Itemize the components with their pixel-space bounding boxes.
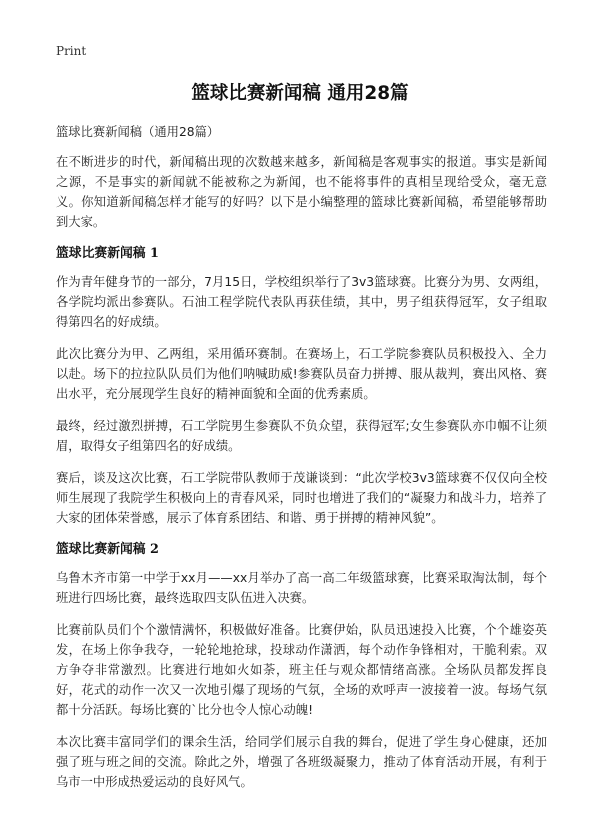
section-paragraph: 比赛前队员们个个激情满怀，积极做好准备。比赛伊始，队员迅速投入比赛，个个雄姿英发，在场上你争我夺，一轮轮地抢球，投球动作潇洒，每个动作争锋相对，干脆利索。双方争夺非常激烈。比赛进行地如火如荼，班主任与观众都情绪高涨。全场队员都发挥良好，花式的动作一次又一次地引爆了现场的气氛，全场的欢呼声一波接着一波。每场气氛都十分活跃。每场比赛的`比分也令人惊心动魄! [56,623,547,717]
section-1 [56,244,547,528]
section-heading: 篮球比赛新闻稿 1 [56,246,159,261]
section-2 [56,540,547,792]
section-paragraph: 本次比赛丰富同学们的课余生活，给同学们展示自我的舞台，促进了学生身心健康，还加强了班与班之间的交流。除此之外，增强了各班级凝聚力，推动了体育活动开展，有利于乌市一中形成热爱运动的良好风气。 [56,735,547,789]
section-paragraph: 最终，经过激烈拼搏，石工学院男生参赛队不负众望，获得冠军;女生参赛队亦巾帼不让须眉，取得女子组第四名的好成绩。 [56,419,547,453]
print-label[interactable]: Print [56,44,87,58]
article-subtitle: 篮球比赛新闻稿（通用28篇） [56,125,220,139]
section-heading: 篮球比赛新闻稿 2 [56,542,159,557]
article-body [56,122,547,804]
page-title: 篮球比赛新闻稿 通用28篇 [191,83,409,104]
intro-paragraph: 在不断进步的时代，新闻稿出现的次数越来越多，新闻稿是客观事实的报道。事实是新闻之源，不是事实的新闻就不能被称之为新闻，也不能将事件的真相呈现给受众，毫无意义。你知道新闻稿怎样才能写的好吗？以下是小编整理的篮球比赛新闻稿，希望能够帮助到大家。 [56,155,547,229]
section-paragraph: 此次比赛分为甲、乙两组，采用循环赛制。在赛场上，石工学院参赛队员积极投入、全力以赴。场下的拉拉队队员们为他们呐喊助威!参赛队员奋力拼搏、服从裁判，赛出风格、赛出水平，充分展现学生良好的精神面貌和全面的优秀素质。 [56,347,547,401]
section-paragraph: 乌鲁木齐市第一中学于xx月——xx月举办了高一高二年级篮球赛，比赛采取淘汰制，每个班进行四场比赛，最终选取四支队伍进入决赛。 [56,571,547,605]
section-paragraph: 赛后，谈及这次比赛，石工学院带队教师于茂谦谈到：“此次学校3v3篮球赛不仅仅向全校师生展现了我院学生积极向上的青春风采，同时也增进了我们的“凝聚力和战斗力，培养了大家的团体荣誉感，展示了体育系团结、和谐、勇于拼搏的精神风貌”。 [56,471,547,525]
section-paragraph: 作为青年健身节的一部分，7月15日，学校组织举行了3v3篮球赛。比赛分为男、女两组，各学院均派出参赛队。石油工程学院代表队再获佳绩，其中，男子组获得冠军，女子组取得第四名的好成绩。 [56,275,547,329]
